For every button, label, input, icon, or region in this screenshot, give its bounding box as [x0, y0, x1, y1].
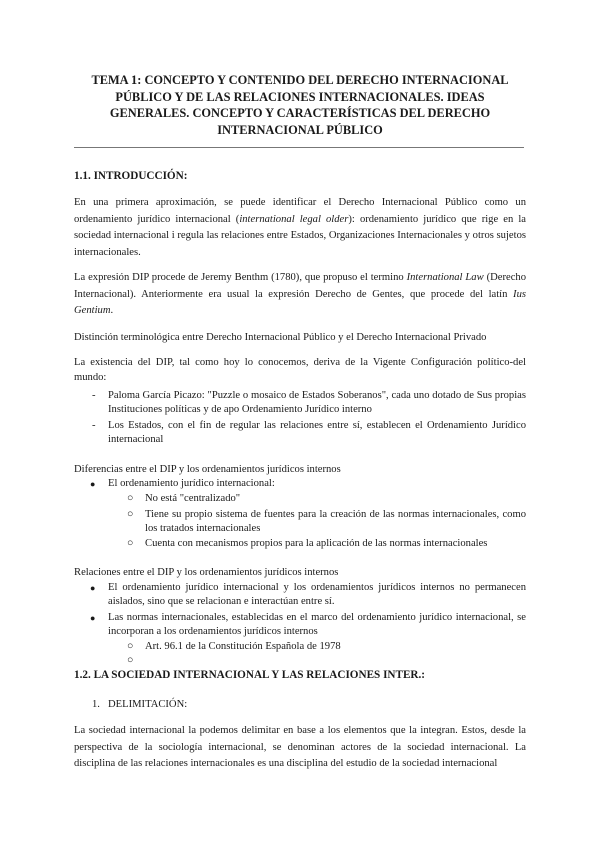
numbered-item-delimitacion: DELIMITACIÓN: [108, 699, 188, 710]
list-item-sub-2: Tiene su propio sistema de fuentes para la creación de las normas internacionales, como los tratados internacionales [145, 509, 526, 534]
list-item-sub-4: Art. 96.1 de la Constitución Española de 1978 [145, 641, 341, 652]
paragraph-intro-2: La expresión DIP procede de Jeremy Benthm (1780), que propuso el termino International Law (Derecho Internacional). Anteriormente era usual la expresión Derecho de Gentes, que procede del latín Ius Gentium. [74, 272, 526, 317]
paragraph-existencia: La existencia del DIP, tal como hoy lo conocemos, deriva de la Vigente Configuración político-del mundo: [74, 357, 526, 383]
circle-marker: ○ [127, 493, 134, 504]
list-item-bullet: El ordenamiento jurídico internacional: [108, 478, 275, 489]
list-item-sub-3: Cuenta con mecanismos propios para la aplicación de las normas internacionales [145, 538, 488, 549]
dash-marker: - [92, 390, 96, 401]
list-item-dash-1: Paloma García Picazo: "Puzzle o mosaico de Estados Soberanos", cada uno dotado de Sus propias Instituciones políticas y de apo Ordenamiento Jurídico interno [108, 390, 526, 415]
title-divider [74, 147, 524, 148]
list-number: 1. [92, 699, 100, 710]
document-title: TEMA 1: CONCEPTO Y CONTENIDO DEL DERECHO INTERNACIONAL PÚBLICO Y DE LAS RELACIONES INTERNACIONALES. IDEAS GENERALES. CONCEPTO Y CARACTERÍSTICAS DEL DERECHO INTERNACIONAL PÚBLICO [91, 73, 509, 137]
list-item-bullet: El ordenamiento jurídico internacional y los ordenamientos jurídicos internos no permanecen aislados, sino que se relacionan e interactúan entre sí. [108, 582, 526, 607]
bullet-marker: ● [90, 479, 96, 489]
circle-marker: ○ [127, 655, 134, 666]
subheading-diferencias: Diferencias entre el DIP y los ordenamientos jurídicos internos [74, 464, 341, 475]
dash-marker: - [92, 420, 96, 431]
italic-term: Ius Gentium [74, 288, 526, 317]
section-heading-introduccion: 1.1. INTRODUCCIÓN: [74, 170, 188, 182]
paragraph-intro-1: En una primera aproximación, se puede identificar el Derecho Internacional Público como un ordenamiento jurídico internacional (international legal older): ordenamiento jurídico que rige en la sociedad internacional i regula las relaciones entre Estados, Organizaciones Internacionales y otros sujetos internacionales. [74, 197, 527, 258]
list-item-bullet: Las normas internacionales, establecidas en el marco del ordenamiento jurídico internacional, se incorporan a los ordenamientos jurídicos internos [108, 612, 526, 637]
list-item-dash-2: Los Estados, con el fin de regular las relaciones entre sí, establecen el Ordenamiento Jurídico internacional [108, 420, 526, 445]
bullet-marker: ● [90, 583, 96, 593]
italic-term: International Law [406, 272, 484, 283]
circle-marker: ○ [127, 509, 134, 520]
circle-marker: ○ [127, 538, 134, 549]
bullet-marker: ● [90, 613, 96, 623]
paragraph-distincion: Distinción terminológica entre Derecho Internacional Público y el Derecho Internacional Privado [74, 332, 487, 343]
paragraph-sociedad: La sociedad internacional la podemos delimitar en base a los elementos que la integran. Estos, desde la perspectiva de la sociología internacional, se denominan actores de la sociedad internacional. La disciplina de las relaciones internacionales es una disciplina del estudio de la sociedad internacional [74, 725, 526, 770]
italic-term: international legal older [239, 213, 349, 225]
section-heading-sociedad: 1.2. LA SOCIEDAD INTERNACIONAL Y LAS RELACIONES INTER.: [74, 669, 426, 681]
subheading-relaciones: Relaciones entre el DIP y los ordenamientos jurídicos internos [74, 567, 339, 578]
circle-marker: ○ [127, 641, 134, 652]
list-item-sub-1: No está "centralizado" [145, 493, 241, 504]
